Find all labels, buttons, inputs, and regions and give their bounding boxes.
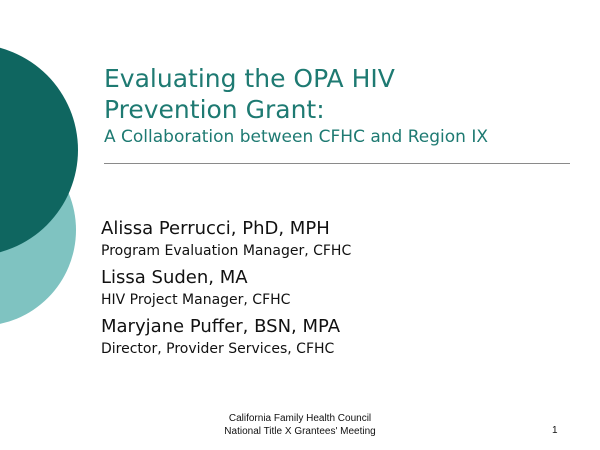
footer-event: National Title X Grantees' Meeting — [224, 426, 376, 437]
slide-footer — [180, 412, 420, 438]
slide-title — [104, 63, 584, 148]
author-role: Program Evaluation Manager, CFHC — [101, 243, 352, 259]
title-line-1: Evaluating the OPA HIV — [104, 64, 395, 93]
footer-organization: California Family Health Council — [228, 413, 372, 424]
slide-subtitle: A Collaboration between CFHC and Region IX — [104, 127, 489, 147]
author-role: Director, Provider Services, CFHC — [101, 341, 335, 357]
title-line-2: Prevention Grant: — [104, 95, 325, 124]
page-number: 1 — [552, 425, 558, 436]
author-role: HIV Project Manager, CFHC — [101, 292, 291, 308]
author-name: Alissa Perrucci, PhD, MPH — [101, 218, 330, 239]
author-name: Maryjane Puffer, BSN, MPA — [101, 316, 341, 337]
title-divider — [104, 163, 570, 164]
author-list — [101, 218, 561, 365]
author-name: Lissa Suden, MA — [101, 267, 248, 288]
